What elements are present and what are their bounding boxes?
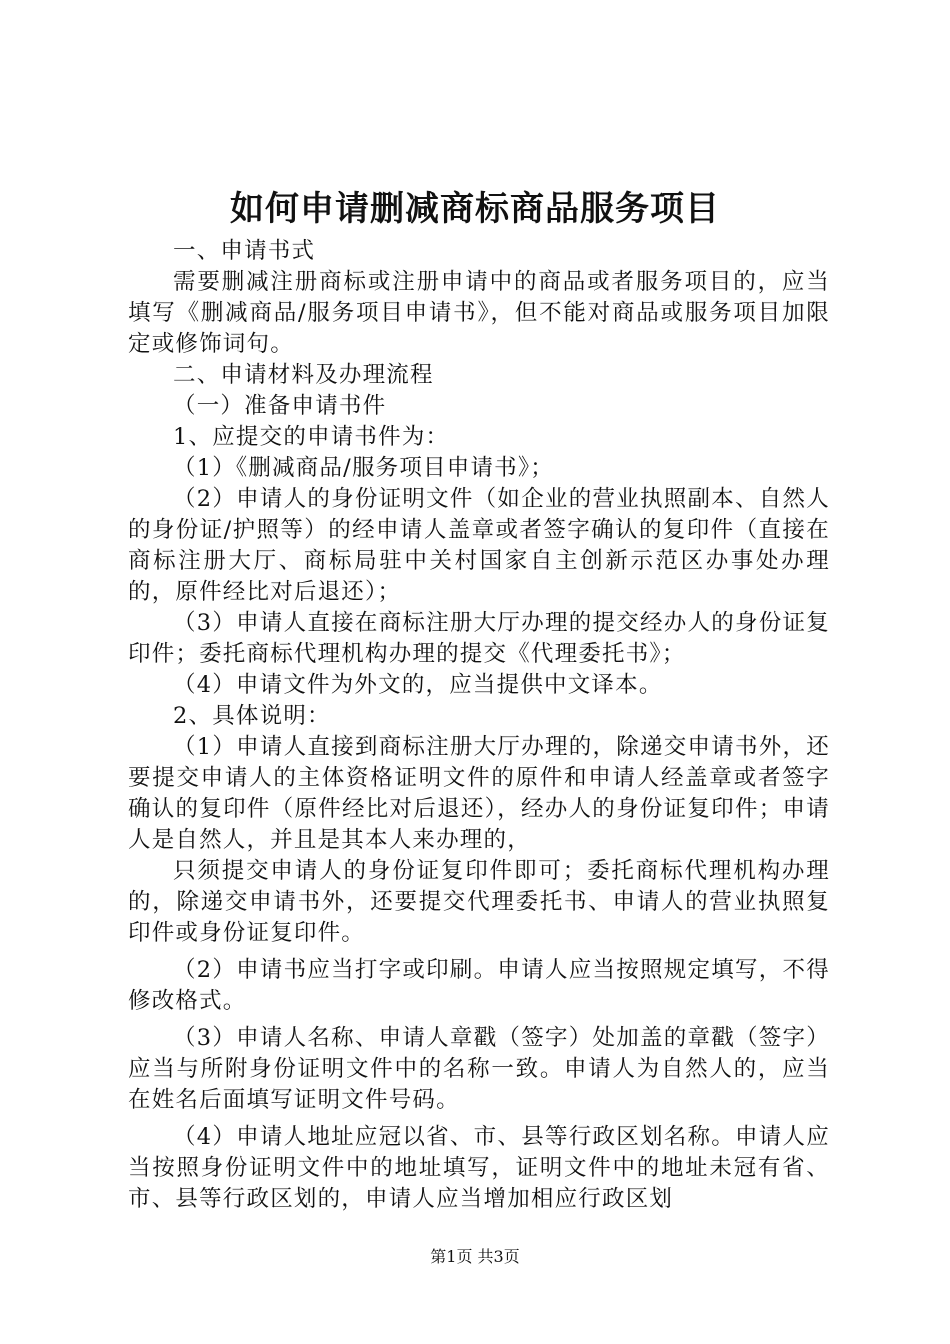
- paragraph: 需要删减注册商标或注册申请中的商品或者服务项目的，应当填写《删减商品/服务项目申请书》，但不能对商品或服务项目加限定或修饰词句。: [128, 269, 830, 357]
- list-item: （4）申请人地址应冠以省、市、县等行政区划名称。申请人应当按照身份证明文件中的地址填写，证明文件中的地址未冠有省、市、县等行政区划的，申请人应当增加相应行政区划: [128, 1124, 830, 1212]
- list-item: （2）申请书应当打字或印刷。申请人应当按照规定填写，不得修改格式。: [128, 957, 830, 1014]
- list-heading: 2、具体说明：: [173, 703, 331, 729]
- document-title: 如何申请删减商标商品服务项目: [230, 189, 720, 229]
- list-heading: 1、应提交的申请书件为：: [173, 424, 450, 450]
- list-item: （2）申请人的身份证明文件（如企业的营业执照副本、自然人的身份证/护照等）的经申请人盖章或者签字确认的复印件（直接在商标注册大厅、商标局驻中关村国家自主创新示范区办事处办理的，原件经比对后退还）；: [128, 486, 830, 605]
- list-item: （1）申请人直接到商标注册大厅办理的，除递交申请书外，还要提交申请人的主体资格证明文件的原件和申请人经盖章或者签字确认的复印件（原件经比对后退还），经办人的身份证复印件；申请人是自然人，并且是其本人来办理的，: [128, 734, 830, 853]
- list-item: （3）申请人名称、申请人章戳（签字）处加盖的章戳（签字）应当与所附身份证明文件中的名称一致。申请人为自然人的，应当在姓名后面填写证明文件号码。: [128, 1025, 830, 1113]
- list-item: （3）申请人直接在商标注册大厅办理的提交经办人的身份证复印件；委托商标代理机构办理的提交《代理委托书》；: [128, 610, 830, 667]
- paragraph: 只须提交申请人的身份证复印件即可；委托商标代理机构办理的，除递交申请书外，还要提交代理委托书、申请人的营业执照复印件或身份证复印件。: [128, 858, 830, 946]
- subsection-heading: （一）准备申请书件: [173, 393, 387, 419]
- section-heading-1: 一、申请书式: [173, 238, 316, 264]
- section-heading-2: 二、申请材料及办理流程: [173, 362, 434, 388]
- list-item: （1）《删减商品/服务项目申请书》；: [173, 455, 554, 481]
- list-item: （4）申请文件为外文的，应当提供中文译本。: [173, 672, 663, 698]
- document-body: [128, 236, 830, 1215]
- page-footer: 第1页 共3页: [430, 1247, 520, 1266]
